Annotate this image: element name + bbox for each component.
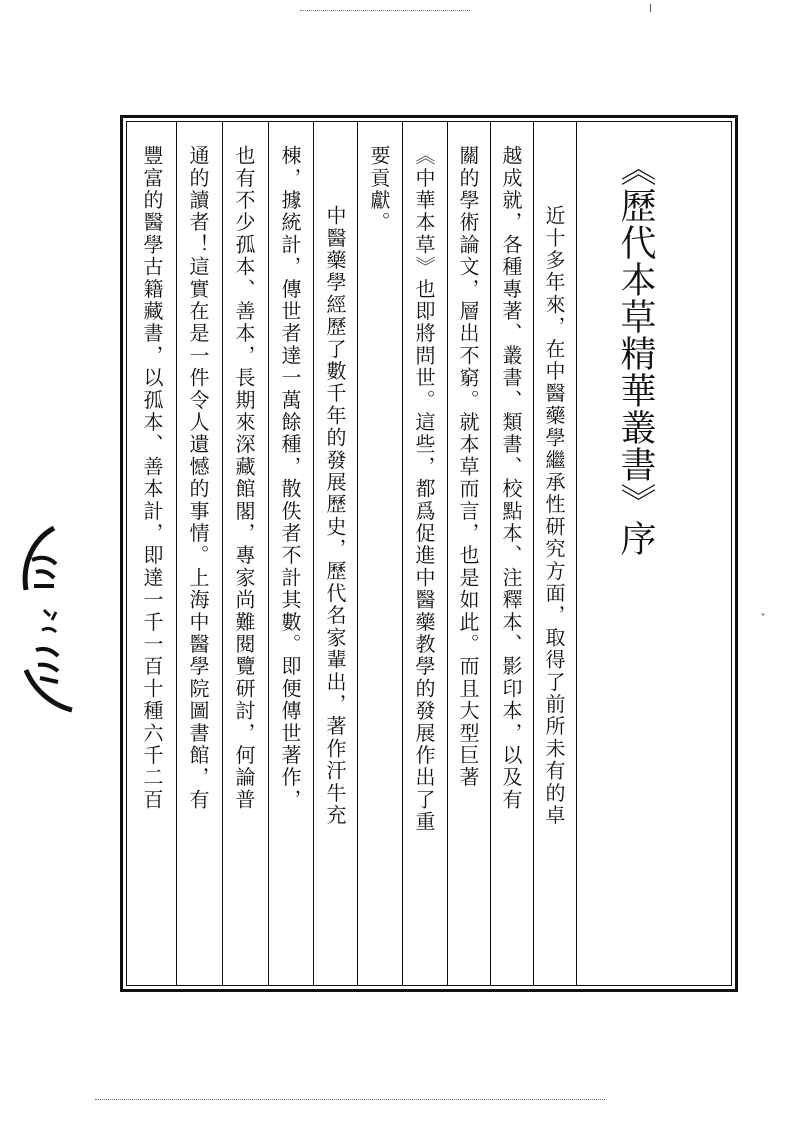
scan-artifact-bottom: [95, 1099, 605, 1100]
column-rule: [176, 121, 177, 986]
text-column-9: 通的讀者！這實在是一件令人遺憾的事情。上海中醫學院圖書館，有: [186, 145, 210, 811]
column-rule: [268, 121, 269, 986]
scan-artifact-tick: [650, 4, 651, 12]
text-column-1: 近十多年來，在中醫藥學繼承性研究方面，取得了前所未有的卓: [542, 205, 566, 827]
margin-stamp: [14, 520, 84, 720]
text-column-2: 越成就，各種專著、叢書、類書、校點本、注釋本、影印本，以及有: [499, 145, 523, 811]
text-column-6: 中醫藥學經歷了數千年的發展歷史，歷代名家輩出，著作汗牛充: [323, 205, 347, 827]
column-rule: [402, 121, 403, 986]
text-column-10: 豐富的醫學古籍藏書，以孤本、善本計，即達一千一百十種六千二百: [140, 145, 164, 811]
scan-artifact-top: [300, 10, 470, 12]
scan-speck: ˇ: [760, 612, 766, 626]
column-rule: [576, 121, 577, 986]
column-rule: [533, 121, 534, 986]
column-rule: [313, 121, 314, 986]
text-column-8: 也有不少孤本、善本，長期來深藏館閣，專家尚難閱覽研討，何論普: [232, 145, 256, 811]
column-rule: [357, 121, 358, 986]
text-column-5: 要貢獻。: [367, 145, 391, 234]
column-rule: [447, 121, 448, 986]
text-column-7: 棟，據統計，傳世者達一萬餘種，散佚者不計其數。即便傳世著作，: [278, 145, 302, 811]
text-column-3: 關的學術論文，層出不窮。就本草而言，也是如此。而且大型巨著: [456, 145, 480, 789]
text-column-4: 《中華本草》也即將問世。這些，都爲促進中醫藥教學的發展作出了重: [412, 145, 436, 834]
column-rule: [222, 121, 223, 986]
column-rule: [490, 121, 491, 986]
preface-title: 《歷代本草精華叢書》序: [615, 150, 656, 557]
